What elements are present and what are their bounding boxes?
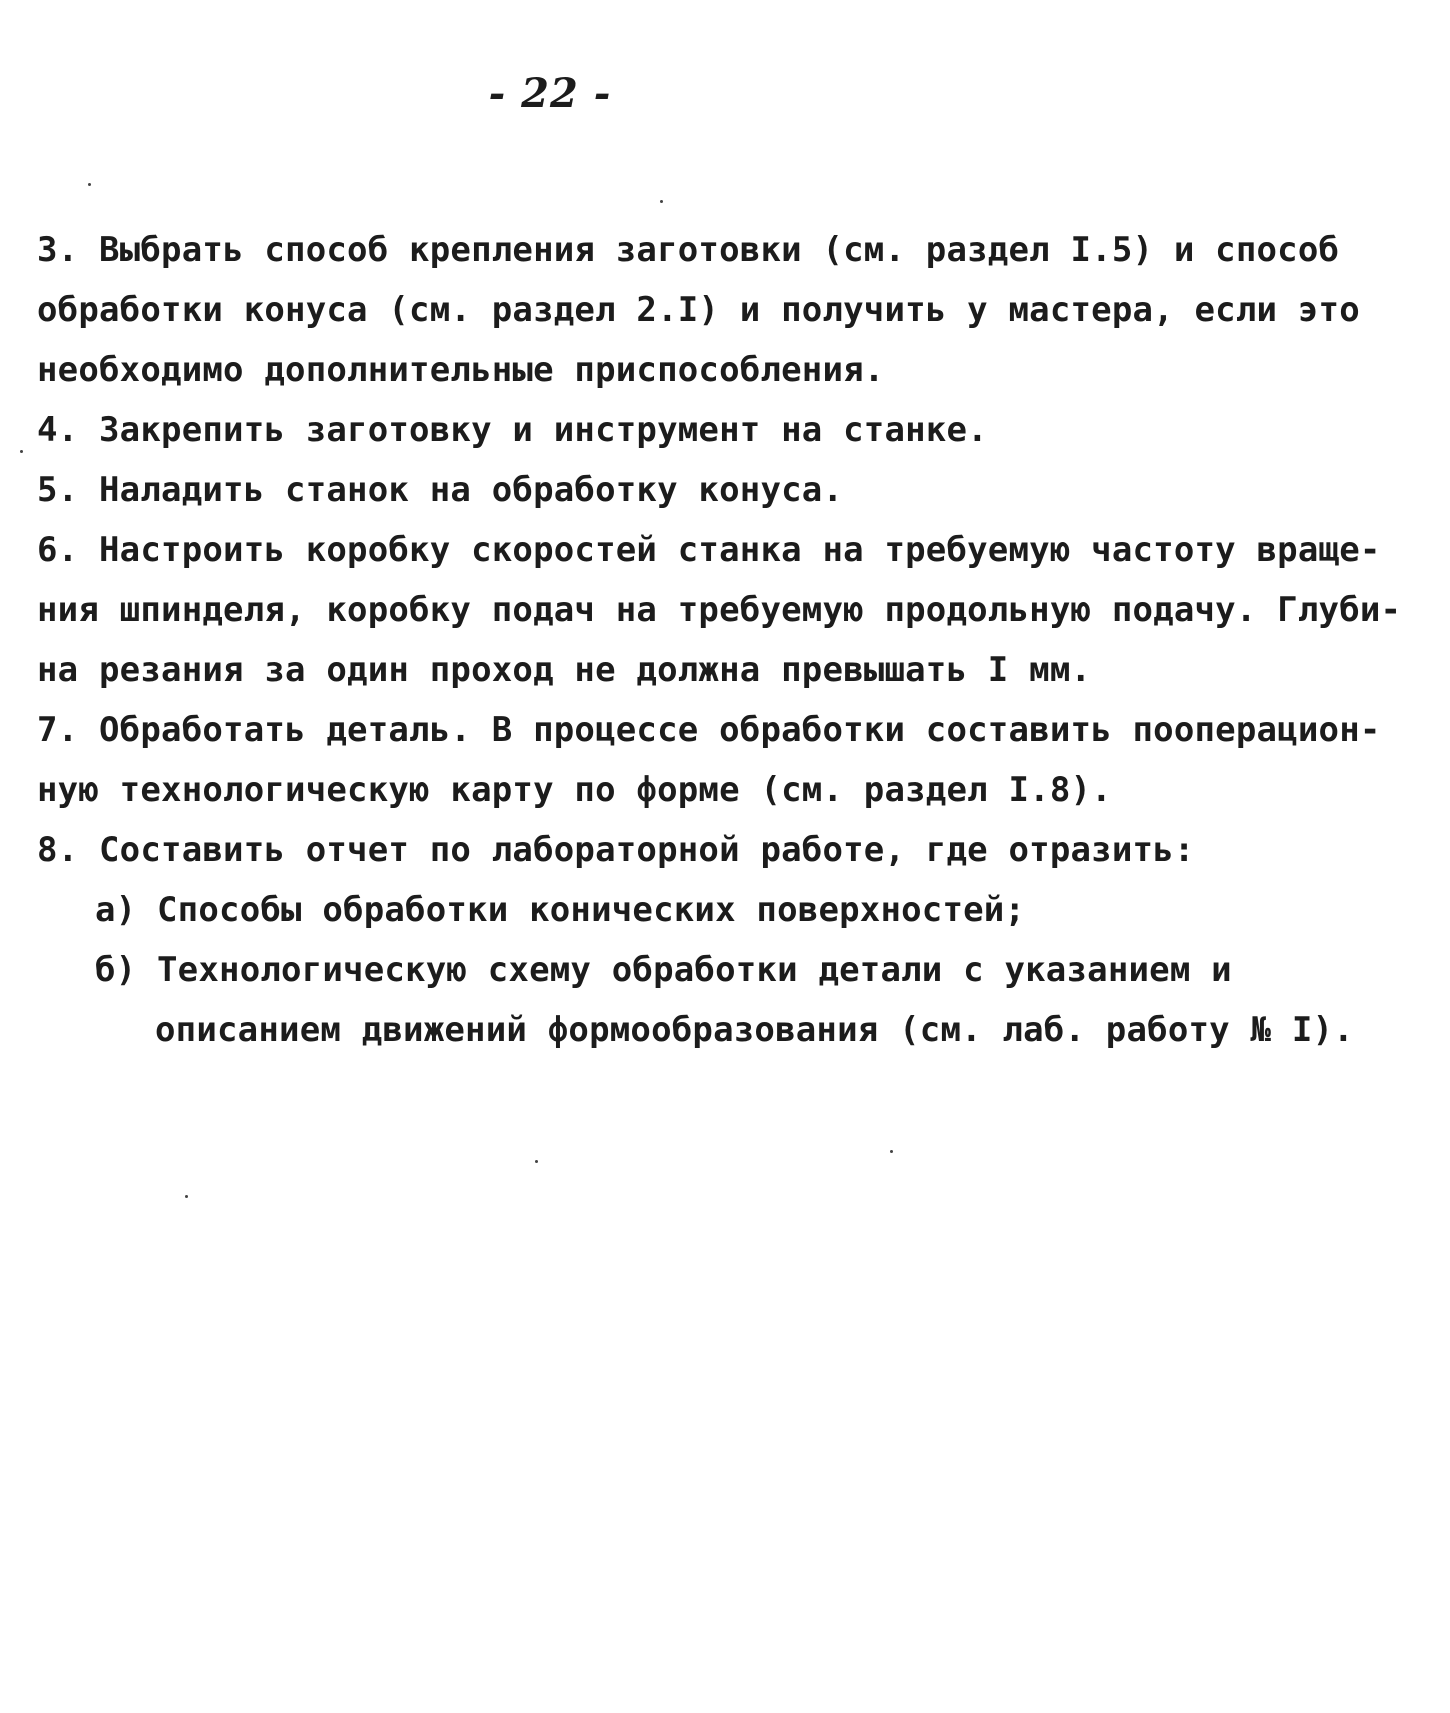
text-line: 4. Закрепить заготовку и инструмент на станке.	[37, 410, 988, 450]
text-line: 5. Наладить станок на обработку конуса.	[37, 470, 844, 510]
text-line: ния шпинделя, коробку подач на требуемую продольную подачу. Глуби-	[37, 590, 1402, 630]
scan-speck	[88, 183, 91, 186]
text-line: необходимо дополнительные приспособления.	[37, 350, 885, 390]
text-line: на резания за один проход не должна превышать I мм.	[37, 650, 1092, 690]
page-number: - 22 -	[488, 70, 612, 117]
text-line: ную технологическую карту по форме (см. раздел I.8).	[37, 770, 1112, 810]
text-line: 3. Выбрать способ крепления заготовки (см. раздел I.5) и способ	[37, 230, 1340, 270]
text-line: а) Способы обработки конических поверхностей;	[95, 890, 1026, 930]
text-line: б) Технологическую схему обработки детали с указанием и	[95, 950, 1232, 990]
scan-speck	[660, 200, 663, 203]
scan-speck	[20, 450, 23, 453]
text-line: 6. Настроить коробку скоростей станка на требуемую частоту враще-	[37, 530, 1381, 570]
text-line: обработки конуса (см. раздел 2.I) и получить у мастера, если это	[37, 290, 1360, 330]
scan-speck	[535, 1160, 538, 1163]
scan-speck	[185, 1195, 188, 1198]
text-line: описанием движений формообразования (см. лаб. работу № I).	[155, 1010, 1354, 1050]
text-line: 8. Составить отчет по лабораторной работе, где отразить:	[37, 830, 1195, 870]
text-line: 7. Обработать деталь. В процессе обработки составить пооперацион-	[37, 710, 1381, 750]
scan-speck	[890, 1150, 893, 1153]
